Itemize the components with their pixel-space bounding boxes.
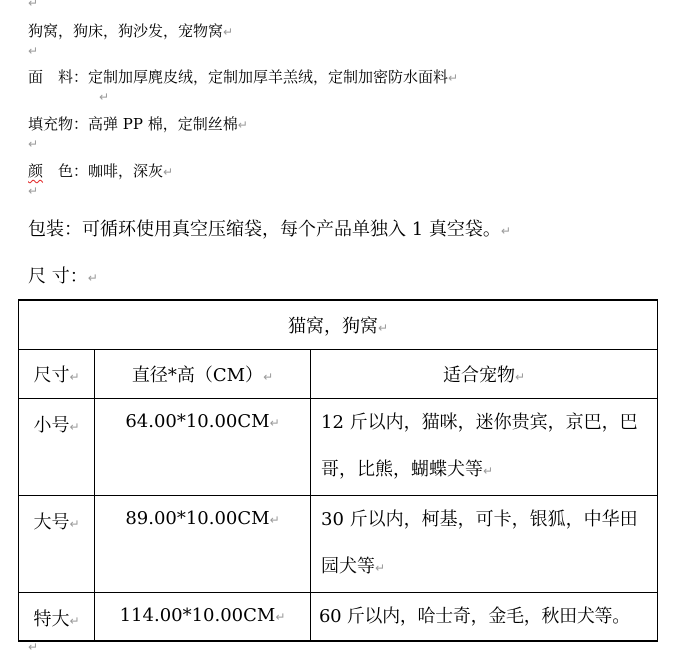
paragraph-mark: ↵ <box>87 271 98 285</box>
cell-mark: ↵ <box>269 513 280 527</box>
cell-pets <box>311 399 658 496</box>
paragraph-mark: ↵ <box>500 224 511 238</box>
header-pets <box>311 350 658 399</box>
table-title: 猫窝，狗窝 <box>287 316 378 337</box>
cell-pets <box>311 496 658 593</box>
dims-text: 89.00*10.00CM <box>125 508 270 529</box>
fabric-value: 定制加厚麂皮绒，定制加厚羊羔绒，定制加密防水面料 <box>88 68 449 86</box>
cell-mark: ↵ <box>377 321 389 335</box>
fabric-line <box>28 66 458 87</box>
header-pets-text: 适合宠物 <box>442 365 515 386</box>
size-text: 特大 <box>33 609 70 630</box>
product-names-line <box>28 20 233 41</box>
packaging-line <box>28 215 511 241</box>
cell-mark: ↵ <box>514 370 526 384</box>
size-text: 小号 <box>33 415 70 436</box>
table-title-cell <box>19 300 658 350</box>
color-label-rest: 色： <box>43 162 89 180</box>
cell-pets <box>311 593 658 642</box>
cell-mark: ↵ <box>375 561 386 575</box>
paragraph-mark: ↵ <box>237 118 248 132</box>
dims-text: 64.00*10.00CM <box>125 411 270 432</box>
cell-size <box>19 496 95 593</box>
cell-mark: ↵ <box>69 370 80 384</box>
size-table <box>18 299 658 642</box>
color-label-first: 颜 <box>28 162 44 180</box>
paragraph-mark: ↵ <box>448 71 459 85</box>
table-row <box>19 593 658 642</box>
cell-dims <box>95 399 311 496</box>
header-size-text: 尺寸 <box>33 365 70 386</box>
cell-dims <box>95 593 311 642</box>
size-heading-line <box>28 262 98 288</box>
cell-size <box>19 399 95 496</box>
cell-mark: ↵ <box>269 416 280 430</box>
size-text: 大号 <box>33 512 70 533</box>
paragraph-mark: ↵ <box>28 640 39 654</box>
paragraph-mark: ↵ <box>99 90 110 104</box>
pets-text: 60 斤以内，哈士奇，金毛，秋田犬等。 <box>319 606 630 627</box>
header-size <box>19 350 95 399</box>
cell-mark: ↵ <box>483 464 494 478</box>
paragraph-mark: ↵ <box>28 0 39 10</box>
pets-text: 30 斤以内，柯基，可卡，银狐，中华田园犬等 <box>321 509 638 577</box>
dims-text: 114.00*10.00CM <box>119 605 276 626</box>
pets-text: 12 斤以内，猫咪，迷你贵宾，京巴，巴哥，比熊，蝴蝶犬等 <box>321 412 638 480</box>
cell-mark: ↵ <box>69 614 80 628</box>
cell-dims <box>95 496 311 593</box>
packaging-text: 包装：可循环使用真空压缩袋，每个产品单独入 1 真空袋。 <box>28 219 501 240</box>
table-title-row <box>19 300 658 350</box>
paragraph-mark: ↵ <box>163 165 174 179</box>
cell-mark: ↵ <box>263 370 274 384</box>
product-names-text: 狗窝，狗床，狗沙发，宠物窝 <box>28 22 224 40</box>
cell-size <box>19 593 95 642</box>
fabric-label: 面 料： <box>28 68 89 86</box>
filling-line <box>28 113 248 134</box>
size-heading: 尺 寸： <box>28 266 88 287</box>
filling-value: 高弹 PP 棉，定制丝棉 <box>88 115 238 133</box>
paragraph-mark: ↵ <box>28 184 39 198</box>
cell-mark: ↵ <box>69 517 80 531</box>
table-row <box>19 496 658 593</box>
color-value: 咖啡，深灰 <box>88 162 164 180</box>
paragraph-mark: ↵ <box>28 44 39 58</box>
header-dims-text: 直径*高（CM） <box>131 365 264 386</box>
header-dims <box>95 350 311 399</box>
paragraph-mark: ↵ <box>28 137 39 151</box>
table-row <box>19 399 658 496</box>
cell-mark: ↵ <box>69 420 80 434</box>
paragraph-mark: ↵ <box>223 25 234 39</box>
filling-label: 填充物： <box>28 115 89 133</box>
cell-mark: ↵ <box>275 610 286 624</box>
color-line <box>28 160 173 181</box>
table-header-row <box>19 350 658 399</box>
